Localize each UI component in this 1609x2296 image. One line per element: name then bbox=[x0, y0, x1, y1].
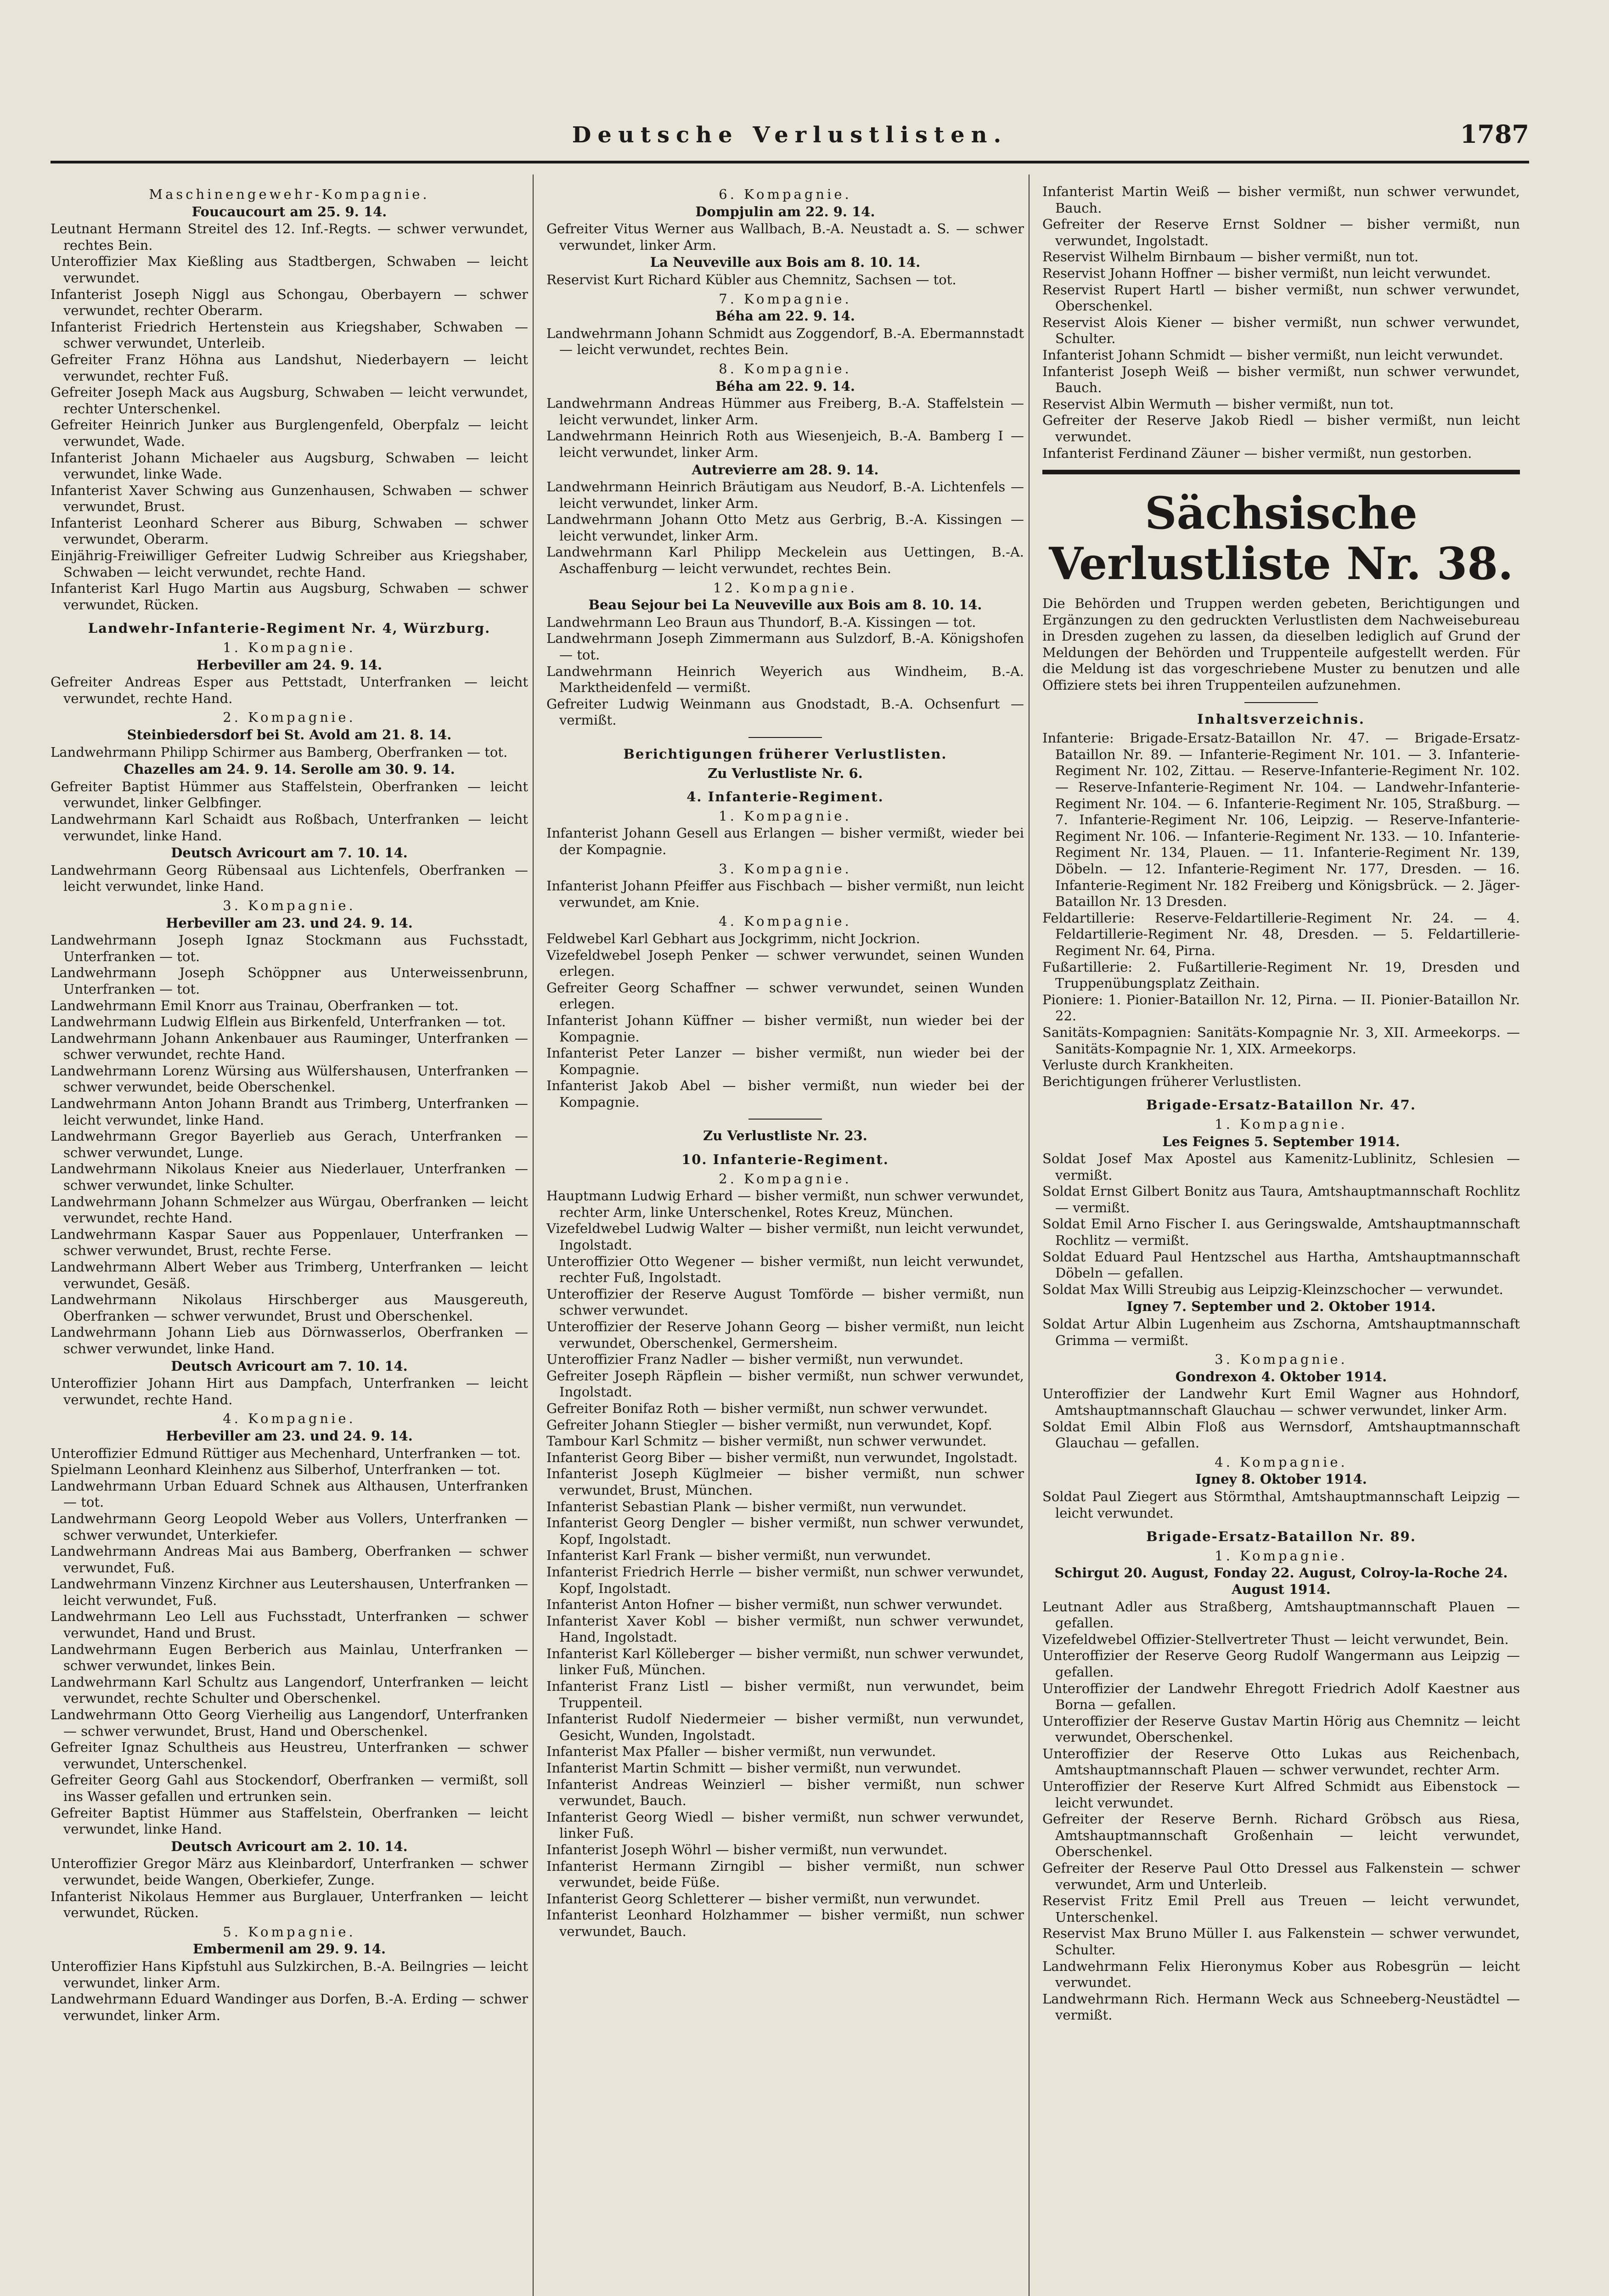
company-heading: 2. Kompagnie. bbox=[223, 709, 356, 726]
list-entry: Unteroffizier der Landwehr Ehregott Friedrich Adolf Kaestner aus Borna — gefallen. bbox=[1042, 1680, 1520, 1713]
place-date-heading: Gondrexon 4. Oktober 1914. bbox=[1175, 1368, 1387, 1384]
list-entry: Gefreiter Bonifaz Roth — bisher vermißt, nun schwer verwundet. bbox=[546, 1400, 988, 1416]
saxon-list-title: Sächsische Verlustliste Nr. 38. bbox=[1049, 487, 1513, 590]
list-entry: Reservist Fritz Emil Prell aus Treuen — leicht verwundet, Unterschenkel. bbox=[1042, 1893, 1520, 1925]
company-heading: 1. Kompagnie. bbox=[1215, 1548, 1348, 1564]
company-heading: 5. Kompagnie. bbox=[223, 1924, 356, 1940]
list-entry: Unteroffizier Gregor März aus Kleinbardorf, Unterfranken — schwer verwundet, beide Wangen, Oberkiefer, Zunge. bbox=[51, 1856, 528, 1888]
list-entry: Landwehrmann Albert Weber aus Trimberg, Unterfranken — leicht verwundet, Gesäß. bbox=[51, 1259, 528, 1291]
list-entry: Infanterist Joseph Niggl aus Schongau, Oberbayern — schwer verwundet, rechter Oberarm. bbox=[51, 286, 528, 319]
column-1 bbox=[51, 184, 528, 2024]
place-date-heading: Igney 8. Oktober 1914. bbox=[1195, 1471, 1367, 1487]
list-entry: Infanterist Johann Schmidt — bisher vermißt, nun leicht verwundet. bbox=[1042, 347, 1503, 363]
list-entry: Leutnant Adler aus Straßberg, Amtshauptmannschaft Plauen — gefallen. bbox=[1042, 1598, 1520, 1631]
list-entry: Infanterist Martin Schmitt — bisher vermißt, nun verwundet. bbox=[546, 1760, 962, 1776]
list-entry: Infanterist Karl Kölleberger — bisher vermißt, nun schwer verwundet, linker Fuß, München. bbox=[546, 1645, 1024, 1678]
list-entry: Gefreiter Georg Gahl aus Stockendorf, Oberfranken — vermißt, soll ins Wasser gefallen und ertrunken sein. bbox=[51, 1772, 528, 1804]
list-entry: Landwehrmann Karl Schultz aus Langendorf, Unterfranken — leicht verwundet, rechte Schulter und Oberschenkel. bbox=[51, 1674, 528, 1706]
place-date-heading: Embermenil am 29. 9. 14. bbox=[192, 1941, 386, 1957]
list-entry: Reservist Max Bruno Müller I. aus Falkenstein — schwer verwundet, Schulter. bbox=[1042, 1925, 1520, 1958]
list-entry: Reservist Wilhelm Birnbaum — bisher vermißt, nun tot. bbox=[1042, 249, 1419, 265]
list-entry: Landwehrmann Karl Philipp Meckelein aus Uettingen, B.-A. Aschaffenburg — leicht verwundet, rechtes Bein. bbox=[546, 544, 1024, 577]
list-entry: Infanterist Karl Hugo Martin aus Augsburg, Schwaben — schwer verwundet, Rücken. bbox=[51, 580, 528, 613]
list-entry: Landwehrmann Emil Knorr aus Trainau, Oberfranken — tot. bbox=[51, 997, 459, 1013]
list-entry: Infanterist Peter Lanzer — bisher vermißt, nun wieder bei der Kompagnie. bbox=[546, 1045, 1024, 1077]
list-entry: Gefreiter Ignaz Schultheis aus Heustreu, Unterfranken — schwer verwundet, Unterschenkel. bbox=[51, 1739, 528, 1772]
list-entry: Landwehrmann Andreas Mai aus Bamberg, Oberfranken — schwer verwundet, Fuß. bbox=[51, 1543, 528, 1576]
list-entry: Infanterist Anton Hofner — bisher vermißt, nun schwer verwundet. bbox=[546, 1597, 1003, 1613]
list-entry: Einjährig-Freiwilliger Gefreiter Ludwig Schreiber aus Kriegshaber, Schwaben — leicht verwundet, rechte Hand. bbox=[51, 548, 528, 580]
divider bbox=[748, 737, 822, 738]
place-date-heading: Chazelles am 24. 9. 14. Serolle am 30. 9. 14. bbox=[124, 761, 455, 777]
toc-title: Inhaltsverzeichnis. bbox=[1197, 711, 1366, 727]
toc-entry: Berichtigungen früherer Verlustlisten. bbox=[1042, 1073, 1302, 1089]
list-entry: Infanterist Johann Gesell aus Erlangen — bisher vermißt, wieder bei der Kompagnie. bbox=[546, 825, 1024, 857]
place-date-heading: Autrevierre am 28. 9. 14. bbox=[692, 461, 879, 478]
regiment-heading: Landwehr-Infanterie-Regiment Nr. 4, Würzburg. bbox=[88, 620, 491, 636]
list-entry: Infanterist Joseph Wöhrl — bisher vermißt, nun verwundet. bbox=[546, 1842, 948, 1857]
regiment-heading: 4. Infanterie-Regiment. bbox=[686, 789, 884, 805]
list-entry: Infanterist Rudolf Niedermeier — bisher vermißt, nun verwundet, Gesicht, Wunden, Ingolstadt. bbox=[546, 1711, 1024, 1743]
list-entry: Landwehrmann Joseph Schöppner aus Unterweissenbrunn, Unterfranken — tot. bbox=[51, 965, 528, 997]
list-entry: Landwehrmann Andreas Hümmer aus Freiberg, B.-A. Staffelstein — leicht verwundet, linker Arm. bbox=[546, 395, 1024, 428]
list-entry: Landwehrmann Georg Rübensaal aus Lichtenfels, Oberfranken — leicht verwundet, linke Hand. bbox=[51, 862, 528, 895]
list-entry: Vizefeldwebel Ludwig Walter — bisher vermißt, nun leicht verwundet, Ingolstadt. bbox=[546, 1221, 1024, 1253]
page-title: Deutsche Verlustlisten. bbox=[572, 122, 1008, 148]
column-2 bbox=[546, 184, 1024, 1940]
list-entry: Reservist Alois Kiener — bisher vermißt, nun schwer verwundet, Schulter. bbox=[1042, 314, 1520, 347]
list-entry: Gefreiter der Reserve Ernst Soldner — bisher vermißt, nun verwundet, Ingolstadt. bbox=[1042, 216, 1520, 248]
list-entry: Gefreiter Heinrich Junker aus Burglengenfeld, Oberpfalz — leicht verwundet, Wade. bbox=[51, 417, 528, 449]
list-entry: Unteroffizier Max Kießling aus Stadtbergen, Schwaben — leicht verwundet. bbox=[51, 253, 528, 286]
toc-entry: Sanitäts-Kompagnien: Sanitäts-Kompagnie Nr. 3, XII. Armeekorps. — Sanitäts-Kompagnie Nr. 1, XIX. Armeekorps. bbox=[1042, 1024, 1520, 1057]
list-entry: Leutnant Hermann Streitel des 12. Inf.-Regts. — schwer verwundet, rechtes Bein. bbox=[51, 221, 528, 253]
company-heading: 1. Kompagnie. bbox=[719, 808, 852, 824]
place-date-heading: Zu Verlustliste Nr. 23. bbox=[703, 1128, 867, 1144]
list-entry: Infanterist Georg Schletterer — bisher vermißt, nun verwundet. bbox=[546, 1891, 980, 1907]
list-entry: Landwehrmann Johann Schmelzer aus Würgau, Oberfranken — leicht verwundet, rechte Hand. bbox=[51, 1193, 528, 1226]
toc-entry: Fußartillerie: 2. Fußartillerie-Regiment Nr. 19, Dresden und Truppenübungsplatz Zeithain. bbox=[1042, 959, 1520, 991]
divider bbox=[1244, 702, 1318, 703]
place-date-heading: Beau Sejour bei La Neuveville aux Bois am 8. 10. 14. bbox=[588, 597, 982, 613]
list-entry: Landwehrmann Georg Leopold Weber aus Vollers, Unterfranken — schwer verwundet, Unterkiefer. bbox=[51, 1510, 528, 1543]
list-entry: Infanterist Martin Weiß — bisher vermißt, nun schwer verwundet, Bauch. bbox=[1042, 184, 1520, 216]
list-entry: Infanterist Ferdinand Zäuner — bisher vermißt, nun gestorben. bbox=[1042, 445, 1472, 461]
list-entry: Gefreiter Georg Schaffner — schwer verwundet, seinen Wunden erlegen. bbox=[546, 979, 1024, 1012]
place-date-heading: La Neuveville aux Bois am 8. 10. 14. bbox=[650, 254, 921, 270]
list-entry: Landwehrmann Johann Ankenbauer aus Rauminger, Unterfranken — schwer verwundet, rechte Hand. bbox=[51, 1030, 528, 1063]
place-date-heading: Deutsch Avricourt am 2. 10. 14. bbox=[171, 1838, 408, 1854]
list-entry: Infanterist Franz Listl — bisher vermißt, nun verwundet, beim Truppenteil. bbox=[546, 1678, 1024, 1711]
list-entry: Unteroffizier Hans Kipfstuhl aus Sulzkirchen, B.-A. Beilngries — leicht verwundet, linker Arm. bbox=[51, 1958, 528, 1991]
list-entry: Infanterist Leonhard Scherer aus Biburg, Schwaben — schwer verwundet, Oberarm. bbox=[51, 515, 528, 547]
list-entry: Unteroffizier der Reserve August Tomförde — bisher vermißt, nun schwer verwundet. bbox=[546, 1286, 1024, 1318]
list-entry: Feldwebel Karl Gebhart aus Jockgrimm, nicht Jockrion. bbox=[546, 930, 920, 946]
list-entry: Landwehrmann Ludwig Elflein aus Birkenfeld, Unterfranken — tot. bbox=[51, 1014, 506, 1030]
list-entry: Gefreiter Andreas Esper aus Pettstadt, Unterfranken — leicht verwundet, rechte Hand. bbox=[51, 674, 528, 706]
list-entry: Infanterist Xaver Schwing aus Gunzenhausen, Schwaben — schwer verwundet, Brust. bbox=[51, 482, 528, 515]
list-entry: Infanterist Georg Wiedl — bisher vermißt, nun schwer verwundet, linker Fuß. bbox=[546, 1809, 1024, 1841]
place-date-heading: Zu Verlustliste Nr. 6. bbox=[708, 765, 863, 781]
list-entry: Landwehrmann Kaspar Sauer aus Poppenlauer, Unterfranken — schwer verwundet, Brust, rechte Ferse. bbox=[51, 1226, 528, 1259]
place-date-heading: Foucaucourt am 25. 9. 14. bbox=[191, 203, 387, 219]
saxon-entries bbox=[1042, 1097, 1520, 2024]
list-entry: Landwehrmann Leo Lell aus Fuchsstadt, Unterfranken — schwer verwundet, Hand und Brust. bbox=[51, 1609, 528, 1641]
list-entry: Soldat Emil Arno Fischer I. aus Geringswalde, Amtshauptmannschaft Rochlitz — vermißt. bbox=[1042, 1216, 1520, 1249]
list-entry: Soldat Paul Ziegert aus Störmthal, Amtshauptmannschaft Leipzig — leicht verwundet. bbox=[1042, 1488, 1520, 1521]
list-entry: Unteroffizier der Reserve Gustav Martin Hörig aus Chemnitz — leicht verwundet, Oberschenkel. bbox=[1042, 1713, 1520, 1745]
place-date-heading: Igney 7. September und 2. Oktober 1914. bbox=[1126, 1299, 1436, 1315]
page-header bbox=[51, 119, 1529, 163]
place-date-heading: Herbeviller am 23. und 24. 9. 14. bbox=[166, 915, 413, 931]
list-entry: Infanterist Andreas Weinzierl — bisher vermißt, nun schwer verwundet, Bauch. bbox=[546, 1776, 1024, 1809]
list-entry: Infanterist Jakob Abel — bisher vermißt, nun wieder bei der Kompagnie. bbox=[546, 1078, 1024, 1110]
list-entry: Infanterist Leonhard Holzhammer — bisher vermißt, nun schwer verwundet, Bauch. bbox=[546, 1907, 1024, 1939]
list-entry: Gefreiter der Reserve Bernh. Richard Gröbsch aus Riesa, Amtshauptmannschaft Großenhain — leicht verwundet, Oberschenkel. bbox=[1042, 1811, 1520, 1860]
place-date-heading: Deutsch Avricourt am 7. 10. 14. bbox=[171, 845, 408, 861]
list-entry: Infanterist Karl Frank — bisher vermißt, nun verwundet. bbox=[546, 1548, 931, 1564]
list-entry: Landwehrmann Johann Lieb aus Dörnwasserlos, Oberfranken — schwer verwundet, linke Hand. bbox=[51, 1324, 528, 1356]
list-entry: Landwehrmann Eduard Wandinger aus Dorfen, B.-A. Erding — schwer verwundet, linker Arm. bbox=[51, 1991, 528, 2023]
list-entry: Infanterist Johann Küffner — bisher vermißt, nun wieder bei der Kompagnie. bbox=[546, 1012, 1024, 1045]
list-entry: Landwehrmann Philipp Schirmer aus Bamberg, Oberfranken — tot. bbox=[51, 744, 508, 760]
place-date-heading: Deutsch Avricourt am 7. 10. 14. bbox=[171, 1358, 408, 1374]
list-entry: Vizefeldwebel Joseph Penker — schwer verwundet, seinen Wunden erlegen. bbox=[546, 947, 1024, 979]
list-entry: Landwehrmann Joseph Ignaz Stockmann aus Fuchsstadt, Unterfranken — tot. bbox=[51, 932, 528, 964]
table-of-contents bbox=[1042, 711, 1520, 1090]
list-entry: Landwehrmann Vinzenz Kirchner aus Leutershausen, Unterfranken — leicht verwundet, Fuß. bbox=[51, 1576, 528, 1608]
list-entry: Hauptmann Ludwig Erhard — bisher vermißt, nun schwer verwundet, rechter Arm, linke Unterschenkel, Rotes Kreuz, München. bbox=[546, 1188, 1024, 1220]
list-entry: Infanterist Georg Biber — bisher vermißt, nun verwundet, Ingolstadt. bbox=[546, 1449, 1018, 1465]
list-entry: Infanterist Georg Dengler — bisher vermißt, nun schwer verwundet, Kopf, Ingolstadt. bbox=[546, 1515, 1024, 1547]
list-entry: Unteroffizier Edmund Rüttiger aus Mechenhard, Unterfranken — tot. bbox=[51, 1445, 521, 1461]
list-entry: Gefreiter Joseph Räpflein — bisher vermißt, nun schwer verwundet, Ingolstadt. bbox=[546, 1367, 1024, 1400]
company-heading: 2. Kompagnie. bbox=[719, 1171, 852, 1187]
regiment-heading: Berichtigungen früherer Verlustlisten. bbox=[623, 746, 947, 762]
list-entry: Landwehrmann Heinrich Weyerich aus Windheim, B.-A. Marktheidenfeld — vermißt. bbox=[546, 663, 1024, 696]
list-entry: Landwehrmann Eugen Berberich aus Mainlau, Unterfranken — schwer verwundet, linkes Bein. bbox=[51, 1641, 528, 1674]
page-number: 1787 bbox=[1460, 119, 1529, 149]
list-entry: Landwehrmann Gregor Bayerlieb aus Gerach, Unterfranken — schwer verwundet, Lunge. bbox=[51, 1128, 528, 1160]
list-entry: Gefreiter Baptist Hümmer aus Staffelstein, Oberfranken — leicht verwundet, linker Gelbfinger. bbox=[51, 778, 528, 811]
column-3-continuation bbox=[1042, 184, 1520, 461]
company-heading: 12. Kompagnie. bbox=[713, 580, 857, 596]
list-entry: Soldat Josef Max Apostel aus Kamenitz-Lublinitz, Schlesien — vermißt. bbox=[1042, 1151, 1520, 1183]
list-entry: Landwehrmann Urban Eduard Schnek aus Althausen, Unterfranken — tot. bbox=[51, 1478, 528, 1510]
list-entry: Unteroffizier Franz Nadler — bisher vermißt, nun verwundet. bbox=[546, 1351, 964, 1367]
list-entry: Landwehrmann Heinrich Roth aus Wiesenjeich, B.-A. Bamberg I — leicht verwundet, linker Arm. bbox=[546, 428, 1024, 460]
list-entry: Reservist Kurt Richard Kübler aus Chemnitz, Sachsen — tot. bbox=[546, 271, 956, 287]
place-date-heading: Herbeviller am 23. und 24. 9. 14. bbox=[166, 1428, 413, 1444]
list-entry: Infanterist Xaver Kobl — bisher vermißt, nun schwer verwundet, Hand, Ingolstadt. bbox=[546, 1613, 1024, 1645]
list-entry: Tambour Karl Schmitz — bisher vermißt, nun schwer verwundet. bbox=[546, 1433, 987, 1449]
company-heading: 3. Kompagnie. bbox=[223, 897, 356, 913]
list-entry: Landwehrmann Anton Johann Brandt aus Trimberg, Unterfranken — leicht verwundet, linke Hand. bbox=[51, 1096, 528, 1128]
column-rule bbox=[1029, 174, 1030, 2296]
company-heading: 7. Kompagnie. bbox=[719, 291, 852, 307]
place-date-heading: Herbeviller am 24. 9. 14. bbox=[196, 657, 383, 673]
toc-entry: Infanterie: Brigade-Ersatz-Bataillon Nr. 47. — Brigade-Ersatz-Bataillon Nr. 89. — Infanterie-Regiment Nr. 101. — 3. Infanterie-Regiment Nr. 102, Zittau. — Reserve-Infanterie-Regiment Nr. 102. — Reserve-Infanterie-Regiment Nr. 104. — Landwehr-Infanterie-Regiment Nr. 104. — 6. Infanterie-Regiment Nr. 105, Straßburg. — 7. Infanterie-Regiment Nr. 106, Leipzig. — Reserve-Infanterie-Regiment Nr. 106. — Infanterie-Regiment Nr. 133. — 10. Infanterie-Regiment Nr. 134, Plauen. — 11. Infanterie-Regiment Nr. 139, Döbeln. — 12. Infanterie-Regiment Nr. 177, Dresden. — 16. Infanterie-Regiment Nr. 182 Freiberg und Königsbrück. — 2. Jäger-Bataillon Nr. 13 Dresden. bbox=[1042, 730, 1520, 910]
place-date-heading: Les Feignes 5. September 1914. bbox=[1162, 1133, 1400, 1149]
company-heading: 3. Kompagnie. bbox=[1215, 1351, 1348, 1367]
place-date-heading: Steinbiedersdorf bei St. Avold am 21. 8. 14. bbox=[127, 727, 452, 743]
list-entry: Soldat Emil Albin Floß aus Wernsdorf, Amtshauptmannschaft Glauchau — gefallen. bbox=[1042, 1418, 1520, 1451]
list-entry: Landwehrmann Rich. Hermann Weck aus Schneeberg-Neustädtel — vermißt. bbox=[1042, 1991, 1520, 2023]
list-entry: Landwehrmann Lorenz Würsing aus Wülfershausen, Unterfranken — schwer verwundet, beide Oberschenkel. bbox=[51, 1063, 528, 1095]
column-rule bbox=[533, 174, 534, 2296]
list-entry: Soldat Eduard Paul Hentzschel aus Hartha, Amtshauptmannschaft Döbeln — gefallen. bbox=[1042, 1249, 1520, 1281]
place-date-heading: Béha am 22. 9. 14. bbox=[715, 308, 855, 324]
list-entry: Gefreiter Johann Stiegler — bisher vermißt, nun verwundet, Kopf. bbox=[546, 1417, 992, 1433]
list-entry: Unteroffizier Johann Hirt aus Dampfach, Unterfranken — leicht verwundet, rechte Hand. bbox=[51, 1375, 528, 1407]
list-entry: Landwehrmann Nikolaus Kneier aus Niederlauer, Unterfranken — schwer verwundet, linke Schulter. bbox=[51, 1161, 528, 1193]
list-entry: Unteroffizier Otto Wegener — bisher vermißt, nun leicht verwundet, rechter Fuß, Ingolstadt. bbox=[546, 1253, 1024, 1286]
list-entry: Infanterist Max Pfaller — bisher vermißt, nun verwundet. bbox=[546, 1744, 936, 1760]
company-heading: 4. Kompagnie. bbox=[719, 913, 852, 929]
place-date-heading: Béha am 22. 9. 14. bbox=[715, 378, 855, 394]
list-entry: Soldat Ernst Gilbert Bonitz aus Taura, Amtshauptmannschaft Rochlitz — vermißt. bbox=[1042, 1183, 1520, 1216]
list-entry: Landwehrmann Leo Braun aus Thundorf, B.-A. Kissingen — tot. bbox=[546, 614, 976, 630]
list-entry: Infanterist Friedrich Hertenstein aus Kriegshaber, Schwaben — schwer verwundet, Unterleib. bbox=[51, 319, 528, 351]
list-entry: Vizefeldwebel Offizier-Stellvertreter Thust — leicht verwundet, Bein. bbox=[1042, 1631, 1509, 1647]
list-entry: Infanterist Friedrich Herrle — bisher vermißt, nun schwer verwundet, Kopf, Ingolstadt. bbox=[546, 1564, 1024, 1596]
list-entry: Unteroffizier der Reserve Otto Lukas aus Reichenbach, Amtshauptmannschaft Plauen — schwer verwundet, rechter Arm. bbox=[1042, 1745, 1520, 1778]
list-entry: Landwehrmann Heinrich Bräutigam aus Neudorf, B.-A. Lichtenfels — leicht verwundet, linker Arm. bbox=[546, 479, 1024, 511]
place-date-heading: Dompjulin am 22. 9. 14. bbox=[695, 203, 875, 219]
company-heading: Maschinengewehr-Kompagnie. bbox=[149, 186, 430, 202]
company-heading: 3. Kompagnie. bbox=[719, 861, 852, 877]
list-entry: Unteroffizier der Reserve Georg Rudolf Wangermann aus Leipzig — gefallen. bbox=[1042, 1648, 1520, 1680]
list-entry: Gefreiter der Reserve Paul Otto Dressel aus Falkenstein — schwer verwundet, Arm und Unterleib. bbox=[1042, 1860, 1520, 1892]
company-heading: 6. Kompagnie. bbox=[719, 186, 852, 202]
list-entry: Soldat Artur Albin Lugenheim aus Zschorna, Amtshauptmannschaft Grimma — vermißt. bbox=[1042, 1316, 1520, 1348]
toc-entry: Verluste durch Krankheiten. bbox=[1042, 1057, 1234, 1073]
list-entry: Unteroffizier der Reserve Kurt Alfred Schmidt aus Eibenstock — leicht verwundet. bbox=[1042, 1778, 1520, 1811]
list-entry: Landwehrmann Nikolaus Hirschberger aus Mausgereuth, Oberfranken — schwer verwundet, Brust und Oberschenkel. bbox=[51, 1292, 528, 1324]
list-entry: Landwehrmann Johann Otto Metz aus Gerbrig, B.-A. Kissingen — leicht verwundet, linker Arm. bbox=[546, 512, 1024, 544]
list-entry: Reservist Johann Hoffner — bisher vermißt, nun leicht verwundet. bbox=[1042, 265, 1491, 281]
list-entry: Unteroffizier der Reserve Johann Georg — bisher vermißt, nun leicht verwundet, Oberschenkel, Germersheim. bbox=[546, 1319, 1024, 1351]
company-heading: 4. Kompagnie. bbox=[223, 1411, 356, 1427]
regiment-heading: Brigade-Ersatz-Bataillon Nr. 47. bbox=[1146, 1097, 1416, 1113]
list-entry: Unteroffizier der Landwehr Kurt Emil Wagner aus Hohndorf, Amtshauptmannschaft Glauchau — schwer verwundet, linker Arm. bbox=[1042, 1386, 1520, 1418]
list-entry: Gefreiter Joseph Mack aus Augsburg, Schwaben — leicht verwundet, rechter Unterschenkel. bbox=[51, 384, 528, 416]
toc-entry: Pioniere: 1. Pionier-Bataillon Nr. 12, Pirna. — II. Pionier-Bataillon Nr. 22. bbox=[1042, 991, 1520, 1024]
list-entry: Infanterist Hermann Zirngibl — bisher vermißt, nun schwer verwundet, beide Füße. bbox=[546, 1858, 1024, 1891]
list-entry: Spielmann Leonhard Kleinhenz aus Silberhof, Unterfranken — tot. bbox=[51, 1462, 501, 1478]
company-heading: 1. Kompagnie. bbox=[223, 640, 356, 656]
list-entry: Infanterist Sebastian Plank — bisher vermißt, nun verwundet. bbox=[546, 1498, 967, 1514]
list-entry: Infanterist Nikolaus Hemmer aus Burglauer, Unterfranken — leicht verwundet, Rücken. bbox=[51, 1888, 528, 1921]
list-entry: Gefreiter der Reserve Jakob Riedl — bisher vermißt, nun leicht verwundet. bbox=[1042, 412, 1520, 445]
list-entry: Infanterist Joseph Küglmeier — bisher vermißt, nun schwer verwundet, Brust, München. bbox=[546, 1466, 1024, 1498]
list-entry: Gefreiter Franz Höhna aus Landshut, Niederbayern — leicht verwundet, rechter Fuß. bbox=[51, 351, 528, 384]
list-entry: Gefreiter Baptist Hümmer aus Staffelstein, Oberfranken — leicht verwundet, linke Hand. bbox=[51, 1805, 528, 1837]
company-heading: 1. Kompagnie. bbox=[1215, 1116, 1348, 1132]
column-3 bbox=[1042, 184, 1520, 2024]
company-heading: 8. Kompagnie. bbox=[719, 360, 852, 377]
list-entry: Landwehrmann Johann Schmidt aus Zoggendorf, B.-A. Ebermannstadt — leicht verwundet, rechtes Bein. bbox=[546, 325, 1024, 358]
list-entry: Soldat Max Willi Streubig aus Leipzig-Kleinzschocher — verwundet. bbox=[1042, 1281, 1503, 1297]
list-entry: Landwehrmann Joseph Zimmermann aus Sulzdorf, B.-A. Königshofen — tot. bbox=[546, 630, 1024, 663]
list-entry: Landwehrmann Karl Schaidt aus Roßbach, Unterfranken — leicht verwundet, linke Hand. bbox=[51, 811, 528, 844]
list-entry: Landwehrmann Otto Georg Vierheilig aus Langendorf, Unterfranken — schwer verwundet, Brust, Hand und Oberschenkel. bbox=[51, 1707, 528, 1739]
list-entry: Reservist Rupert Hartl — bisher vermißt, nun schwer verwundet, Oberschenkel. bbox=[1042, 281, 1520, 314]
section-divider bbox=[1042, 470, 1520, 474]
list-entry: Gefreiter Ludwig Weinmann aus Gnodstadt, B.-A. Ochsenfurt — vermißt. bbox=[546, 696, 1024, 728]
list-entry: Landwehrmann Felix Hieronymus Kober aus Robesgrün — leicht verwundet. bbox=[1042, 1958, 1520, 1991]
saxon-intro: Die Behörden und Truppen werden gebeten, Berichtigungen und Ergänzungen zu den gedruckten Verlustlisten dem Nachweisebureau in Dresden zugehen zu lassen, da dieselben lediglich auf Grund der Meldungen der Behörden und Truppenteile aufgestellt werden. Für die Meldung ist das vorgeschriebene Muster zu benutzen und alle Offiziere stets bei ihren Truppenteilen aufzunehmen. bbox=[1042, 596, 1520, 693]
list-entry: Infanterist Johann Michaeler aus Augsburg, Schwaben — leicht verwundet, linke Wade. bbox=[51, 450, 528, 482]
regiment-heading: Brigade-Ersatz-Bataillon Nr. 89. bbox=[1146, 1529, 1416, 1545]
list-entry: Infanterist Johann Pfeiffer aus Fischbach — bisher vermißt, nun leicht verwundet, am Knie. bbox=[546, 878, 1024, 910]
list-entry: Gefreiter Vitus Werner aus Wallbach, B.-A. Neustadt a. S. — schwer verwundet, linker Arm. bbox=[546, 221, 1024, 253]
regiment-heading: 10. Infanterie-Regiment. bbox=[681, 1152, 889, 1168]
list-entry: Infanterist Joseph Weiß — bisher vermißt, nun schwer verwundet, Bauch. bbox=[1042, 363, 1520, 396]
toc-entry: Feldartillerie: Reserve-Feldartillerie-Regiment Nr. 24. — 4. Feldartillerie-Regiment Nr. 48, Dresden. — 5. Feldartillerie-Regiment Nr. 64, Pirna. bbox=[1042, 910, 1520, 958]
company-heading: 4. Kompagnie. bbox=[1215, 1454, 1348, 1470]
divider bbox=[748, 1119, 822, 1120]
place-date-heading: Schirgut 20. August, Fonday 22. August, Colroy-la-Roche 24. August 1914. bbox=[1054, 1565, 1508, 1597]
list-entry: Reservist Albin Wermuth — bisher vermißt, nun tot. bbox=[1042, 396, 1394, 412]
